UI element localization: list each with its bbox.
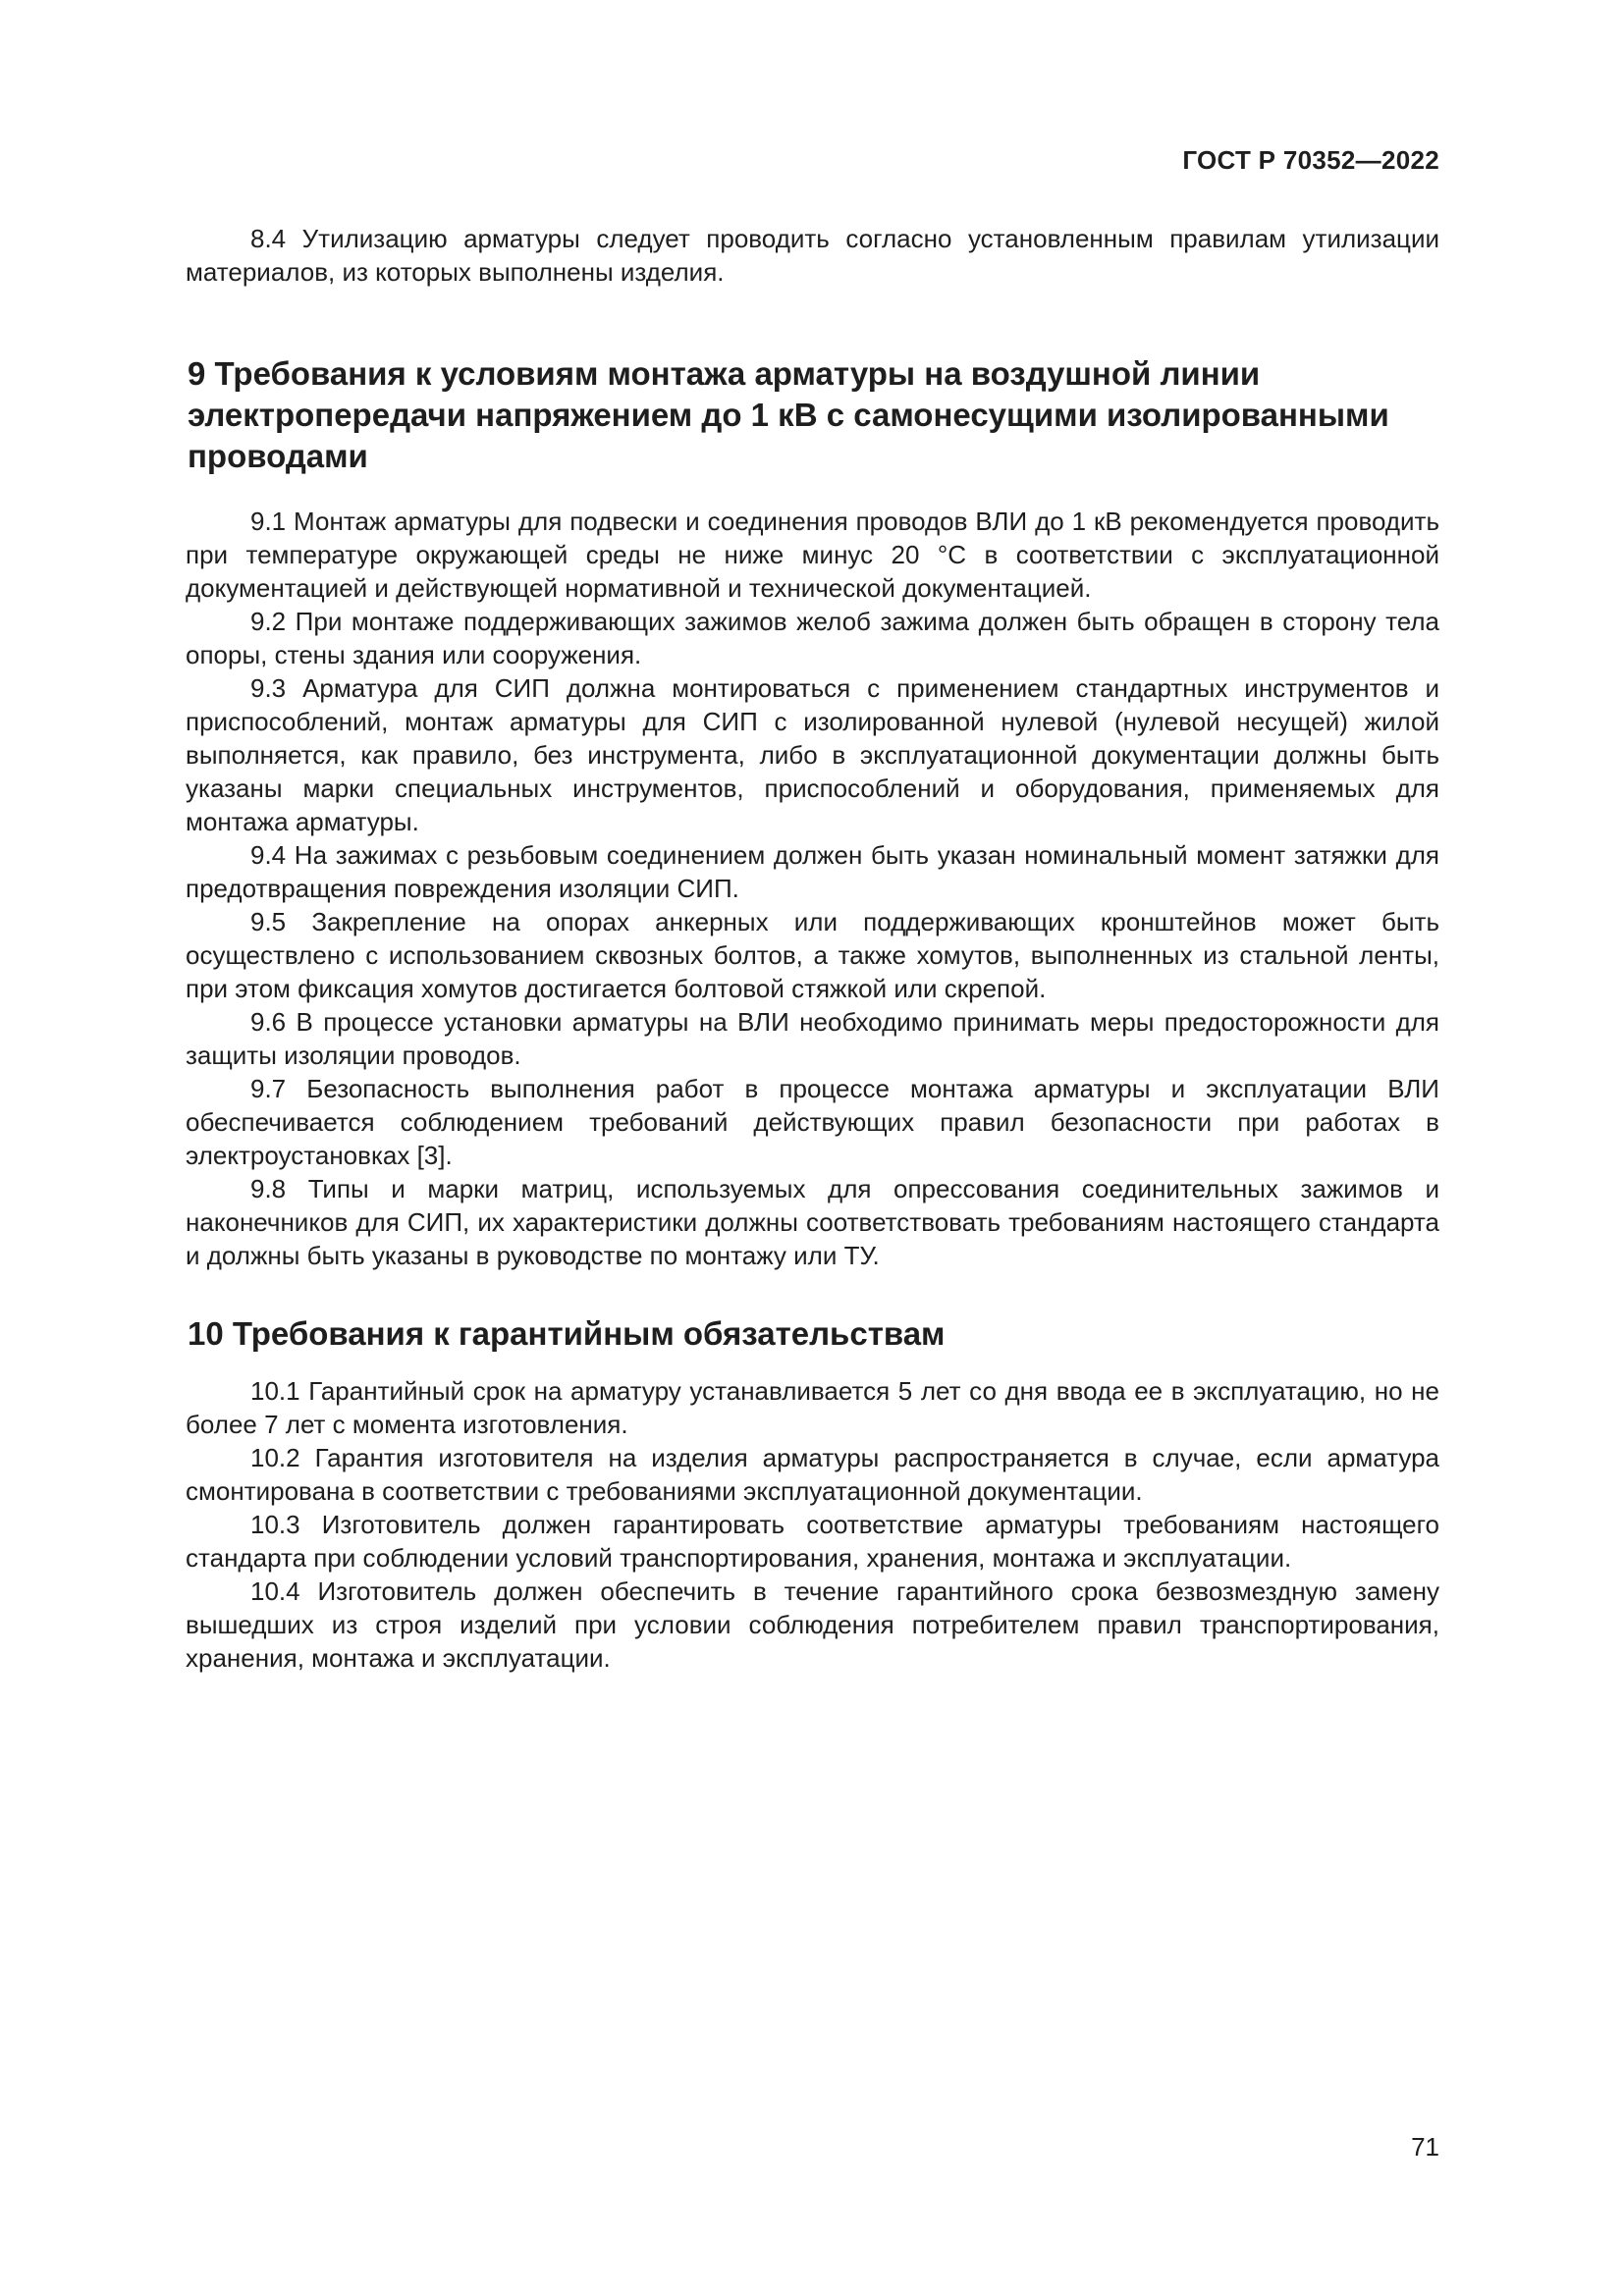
paragraph-10-4: 10.4 Изготовитель должен обеспечить в течение гарантийного срока безвозмездную замену вышедших из строя изделий при условии соблюдения потребителем правил транспортирования, хранения, монтажа и эксплуатации.	[186, 1576, 1439, 1673]
paragraph-10-2: 10.2 Гарантия изготовителя на изделия арматуры распространяется в случае, если арматура смонтирована в соответствии с требованиями эксплуатационной документации.	[186, 1443, 1439, 1506]
section-10-title: 10 Требования к гарантийным обязательствам	[188, 1315, 946, 1352]
paragraph-9-2: 9.2 При монтаже поддерживающих зажимов желоб зажима должен быть обращен в сторону тела опоры, стены здания или сооружения.	[186, 607, 1439, 669]
page-content	[186, 222, 1439, 1675]
paragraph-8-4: 8.4 Утилизацию арматуры следует проводить согласно установленным правилам утилизации материалов, из которых выполнены изделия.	[186, 224, 1439, 287]
paragraph-9-4: 9.4 На зажимах с резьбовым соединением должен быть указан номинальный момент затяжки для предотвращения повреждения изоляции СИП.	[186, 840, 1439, 903]
paragraph-9-5: 9.5 Закрепление на опорах анкерных или поддерживающих кронштейнов может быть осуществлено с использованием сквозных болтов, а также хомутов, выполненных из стальной ленты, при этом фиксация хомутов достигается болтовой стяжкой или скрепой.	[186, 907, 1439, 1003]
paragraph-9-1: 9.1 Монтаж арматуры для подвески и соединения проводов ВЛИ до 1 кВ рекомендуется проводить при температуре окружающей среды не ниже минус 20 °С в соответствии с эксплуатационной документацией и действующей нормативной и технической документацией.	[186, 507, 1439, 603]
paragraph-10-3: 10.3 Изготовитель должен гарантировать соответствие арматуры требованиям настоящего стандарта при соблюдении условий транспортирования, хранения, монтажа и эксплуатации.	[186, 1510, 1439, 1573]
page-number: 71	[1411, 2132, 1439, 2162]
paragraph-9-3: 9.3 Арматура для СИП должна монтироваться с применением стандартных инструментов и приспособлений, монтаж арматуры для СИП с изолированной нулевой (нулевой несущей) жилой выполняется, как правило, без инструмента, либо в эксплуатационной документации должны быть указаны марки специальных инструментов, приспособлений и оборудования, применяемых для монтажа арматуры.	[186, 673, 1439, 836]
paragraph-9-6: 9.6 В процессе установки арматуры на ВЛИ необходимо принимать меры предосторожности для защиты изоляции проводов.	[186, 1007, 1439, 1070]
paragraph-9-7: 9.7 Безопасность выполнения работ в процессе монтажа арматуры и эксплуатации ВЛИ обеспечивается соблюдением требований действующих правил безопасности при работах в электроустановках [3].	[186, 1074, 1439, 1170]
paragraph-10-1: 10.1 Гарантийный срок на арматуру устанавливается 5 лет со дня ввода ее в эксплуатацию, но не более 7 лет с момента изготовления.	[186, 1376, 1439, 1439]
document-code: ГОСТ Р 70352—2022	[1182, 145, 1439, 175]
paragraph-9-8: 9.8 Типы и марки матриц, используемых для опрессования соединительных зажимов и наконечников для СИП, их характеристики должны соответствовать требованиям настоящего стандарта и должны быть указаны в руководстве по монтажу или ТУ.	[186, 1174, 1439, 1270]
section-9-title: 9 Требования к условиям монтажа арматуры на воздушной линии электропередачи напряжением до 1 кВ с самонесущими изолированными проводами	[188, 355, 1389, 474]
